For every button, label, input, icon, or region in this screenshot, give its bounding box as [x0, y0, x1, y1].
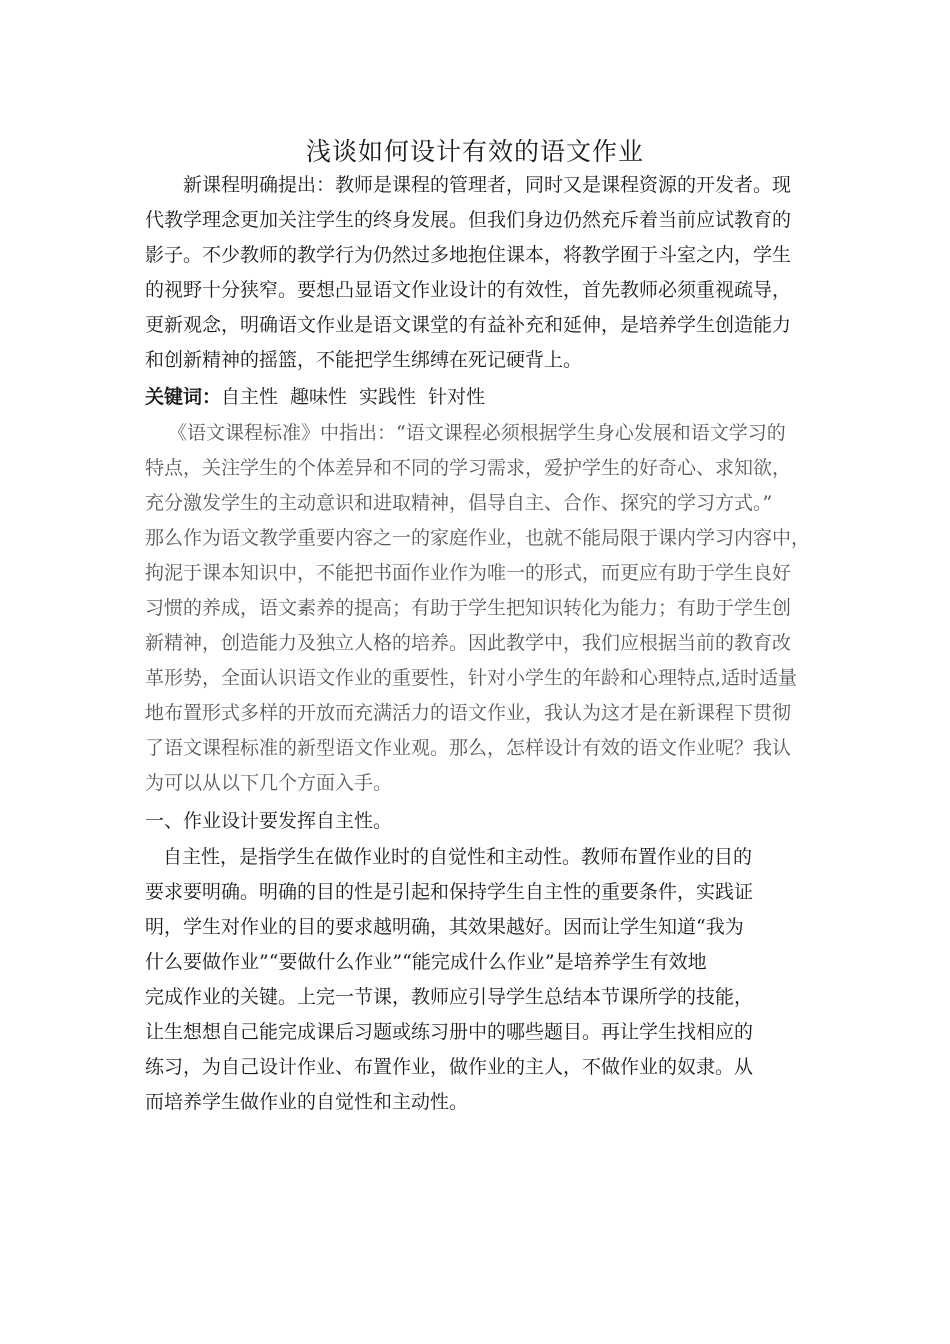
standard-line: 那么作为语文教学重要内容之一的家庭作业，也就不能局限于课内学习内容中， [145, 527, 811, 549]
standard-line: 革形势，全面认识语文作业的重要性，针对小学生的年龄和心理特点,适时适量 [145, 667, 798, 689]
standard-line: 特点，关注学生的个体差异和不同的学习需求，爱护学生的好奇心、求知欲， [145, 457, 792, 479]
section-line: 而培养学生做作业的自觉性和主动性。 [145, 1091, 469, 1113]
section-line: 什么要做作业”“要做什么作业”“能完成什么作业”是培养学生有效地 [145, 951, 707, 973]
intro-line: 代教学理念更加关注学生的终身发展。但我们身边仍然充斥着当前应试教育的 [145, 209, 792, 231]
keyword: 趣味性 [290, 386, 348, 408]
keywords-label: 关键词： [145, 386, 222, 408]
standard-line: 为可以从以下几个方面入手。 [145, 772, 393, 794]
section-line: 要求要明确。明确的目的性是引起和保持学生自主性的重要条件，实践证 [145, 881, 754, 903]
standard-line: 了语文课程标准的新型语文作业观。那么，怎样设计有效的语文作业呢？我认 [145, 737, 792, 759]
standard-line: 习惯的养成，语文素养的提高；有助于学生把知识转化为能力；有助于学生创 [145, 597, 792, 619]
intro-line: 更新观念，明确语文作业是语文课堂的有益补充和延伸，是培养学生创造能力 [145, 314, 792, 336]
standard-line: 《语文课程标准》中指出：“语文课程必须根据学生身心发展和语文学习的 [168, 422, 786, 444]
standard-line: 地布置形式多样的开放而充满活力的语文作业，我认为这才是在新课程下贯彻 [145, 702, 792, 724]
section-line: 明，学生对作业的目的要求越明确，其效果越好。因而让学生知道“我为 [145, 916, 744, 938]
keywords-row [145, 382, 497, 412]
section-line: 自主性，是指学生在做作业时的自觉性和主动性。教师布置作业的目的 [163, 846, 753, 868]
standard-line: 新精神，创造能力及独立人格的培养。因此教学中，我们应根据当前的教育改 [145, 632, 792, 654]
keyword: 实践性 [359, 386, 417, 408]
section-line: 完成作业的关键。上完一节课，教师应引导学生总结本节课所学的技能， [145, 986, 754, 1008]
intro-line: 影子。不少教师的教学行为仍然过多地抱住课本，将教学囿于斗室之内，学生 [145, 244, 792, 266]
document-title: 浅谈如何设计有效的语文作业 [305, 137, 644, 166]
keyword: 针对性 [428, 386, 486, 408]
intro-line: 的视野十分狭窄。要想凸显语文作业设计的有效性，首先教师必须重视疏导， [145, 279, 792, 301]
standard-line: 拘泥于课本知识中，不能把书面作业作为唯一的形式，而更应有助于学生良好 [145, 562, 792, 584]
section-heading: 一、作业设计要发挥自主性。 [145, 810, 393, 832]
intro-line: 新课程明确提出：教师是课程的管理者，同时又是课程资源的开发者。现 [183, 174, 792, 196]
intro-line: 和创新精神的摇篮，不能把学生绑缚在死记硬背上。 [145, 349, 583, 371]
keyword: 自主性 [221, 386, 279, 408]
section-line: 让生想想自己能完成课后习题或练习册中的哪些题目。再让学生找相应的 [145, 1021, 754, 1043]
section-line: 练习，为自己设计作业、布置作业，做作业的主人，不做作业的奴隶。从 [145, 1056, 754, 1078]
standard-line: 充分激发学生的主动意识和进取精神，倡导自主、合作、探究的学习方式。” [145, 492, 773, 514]
